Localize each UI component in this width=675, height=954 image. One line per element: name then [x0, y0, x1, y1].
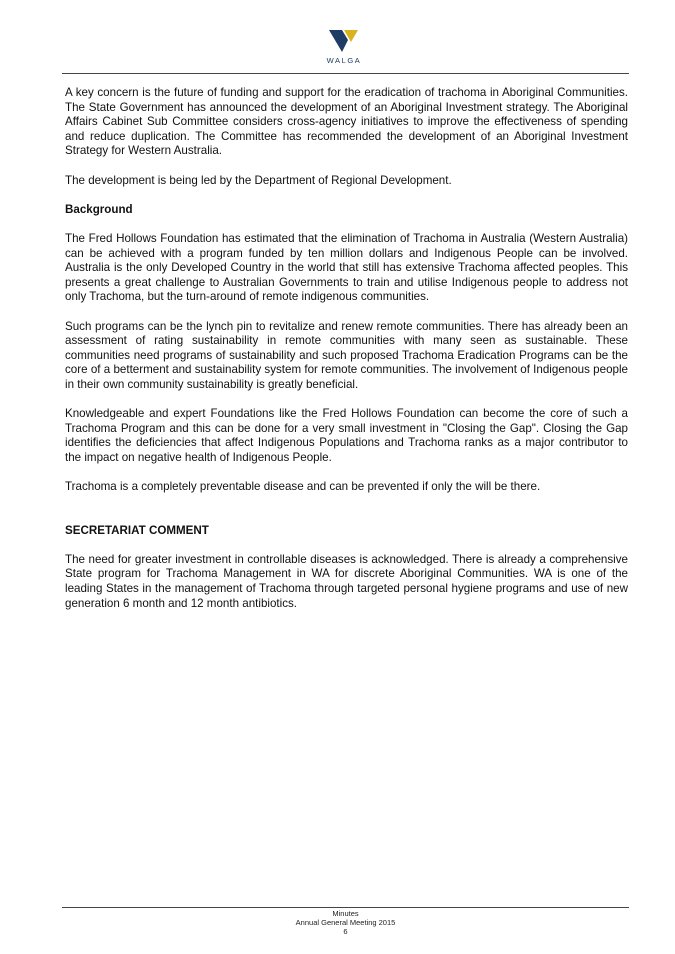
page-footer: [62, 910, 629, 936]
walga-logo: [318, 28, 370, 68]
background-paragraph-3: Knowledgeable and expert Foundations like the Fred Hollows Foundation can become the core of such a Trachoma Program and this can be done for a very small investment in "Closing the Gap". Closing the Gap identifies the deficiencies that affect Indigenous Populations and Trachoma ranks as a major contributor to the impact on negative health of Indigenous People.: [65, 407, 628, 464]
background-paragraph-4: Trachoma is a completely preventable disease and can be prevented if only the will be there.: [65, 480, 541, 494]
footer-minutes: Minutes: [332, 909, 359, 918]
intro-paragraph: A key concern is the future of funding and support for the eradication of trachoma in Aboriginal Communities. The State Government has announced the development of an Aboriginal Investment strategy. The Aboriginal Affairs Cabinet Sub Committee considers cross-agency initiatives to improve the effectiveness of spending and reduce duplication. The Committee has recommended the development of an Aboriginal Investment Strategy for Western Australia.: [65, 86, 628, 158]
header-divider: [62, 73, 629, 74]
secretariat-heading: SECRETARIAT COMMENT: [65, 523, 209, 537]
walga-logo-icon: [329, 28, 359, 54]
development-paragraph: The development is being led by the Department of Regional Development.: [65, 173, 452, 187]
secretariat-paragraph: The need for greater investment in controllable diseases is acknowledged. There is already a comprehensive State program for Trachoma Management in WA for discrete Aboriginal Communities. WA is one of the leading States in the management of Trachoma through targeted personal hygiene programs and use of new generation 6 month and 12 month antibiotics.: [65, 552, 628, 610]
page-number: 6: [343, 926, 348, 936]
background-paragraph-2: Such programs can be the lynch pin to revitalize and renew remote communities. There has already been an assessment of rating sustainability in remote communities with many seen as sustainable. These communities need programs of sustainability and such proposed Trachoma Eradication Programs can be the core of a betterment and sustainability system for remote communities. The involvement of Indigenous people in their own community sustainability is greatly beneficial.: [65, 319, 628, 391]
background-heading: Background: [65, 202, 133, 216]
footer-meeting: Annual General Meeting 2015: [295, 917, 396, 927]
logo-text: WALGA: [326, 56, 362, 65]
background-paragraph-1: The Fred Hollows Foundation has estimated that the elimination of Trachoma in Australia (Western Australia) can be achieved with a program funded by ten million dollars and Indigenous People can be involved. Australia is the only Developed Country in the world that still has extensive Trachoma affected peoples. This presents a great challenge to Australian Governments to train and utilise Indigenous people to address not only Trachoma, but the turn-around of remote indigenous communities.: [65, 231, 628, 304]
document-body: [65, 86, 628, 626]
footer-divider: [62, 907, 629, 908]
